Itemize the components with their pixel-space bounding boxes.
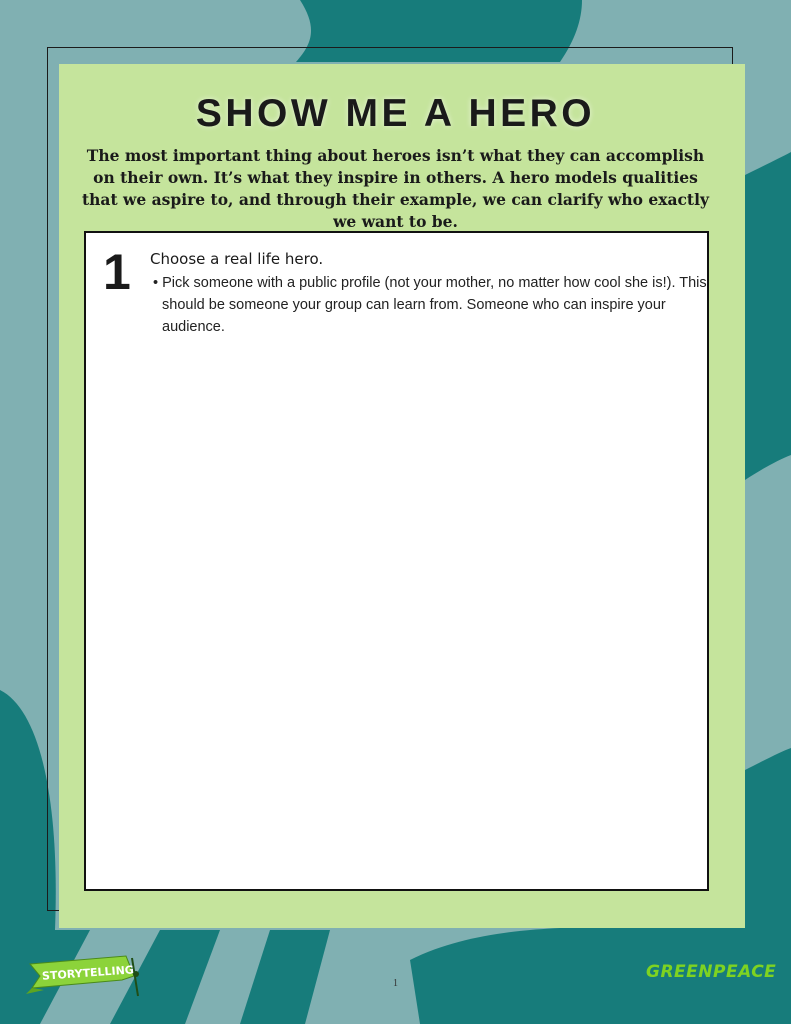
step-number: 1 (103, 244, 131, 300)
greenpeace-logo: GREENPEACE (646, 962, 777, 982)
page-title: SHOW ME A HERO (195, 92, 596, 135)
intro-paragraph: The most important thing about heroes isn’t what they can accomplish on their own. It’s what they inspire in others. A hero models qualities that we aspire to, and through their example, we can clarify who exactly we want to be. (82, 146, 709, 231)
page-number: 1 (393, 978, 398, 989)
step-heading: Choose a real life hero. (150, 250, 324, 268)
storytelling-logo-text: STORYTELLING (41, 963, 135, 983)
step-bullet: • Pick someone with a public profile (not your mother, no matter how cool she is!). This should be someone your group can learn from. Someone who can inspire your audience. (153, 275, 707, 335)
storytelling-flag-logo (26, 950, 150, 1002)
